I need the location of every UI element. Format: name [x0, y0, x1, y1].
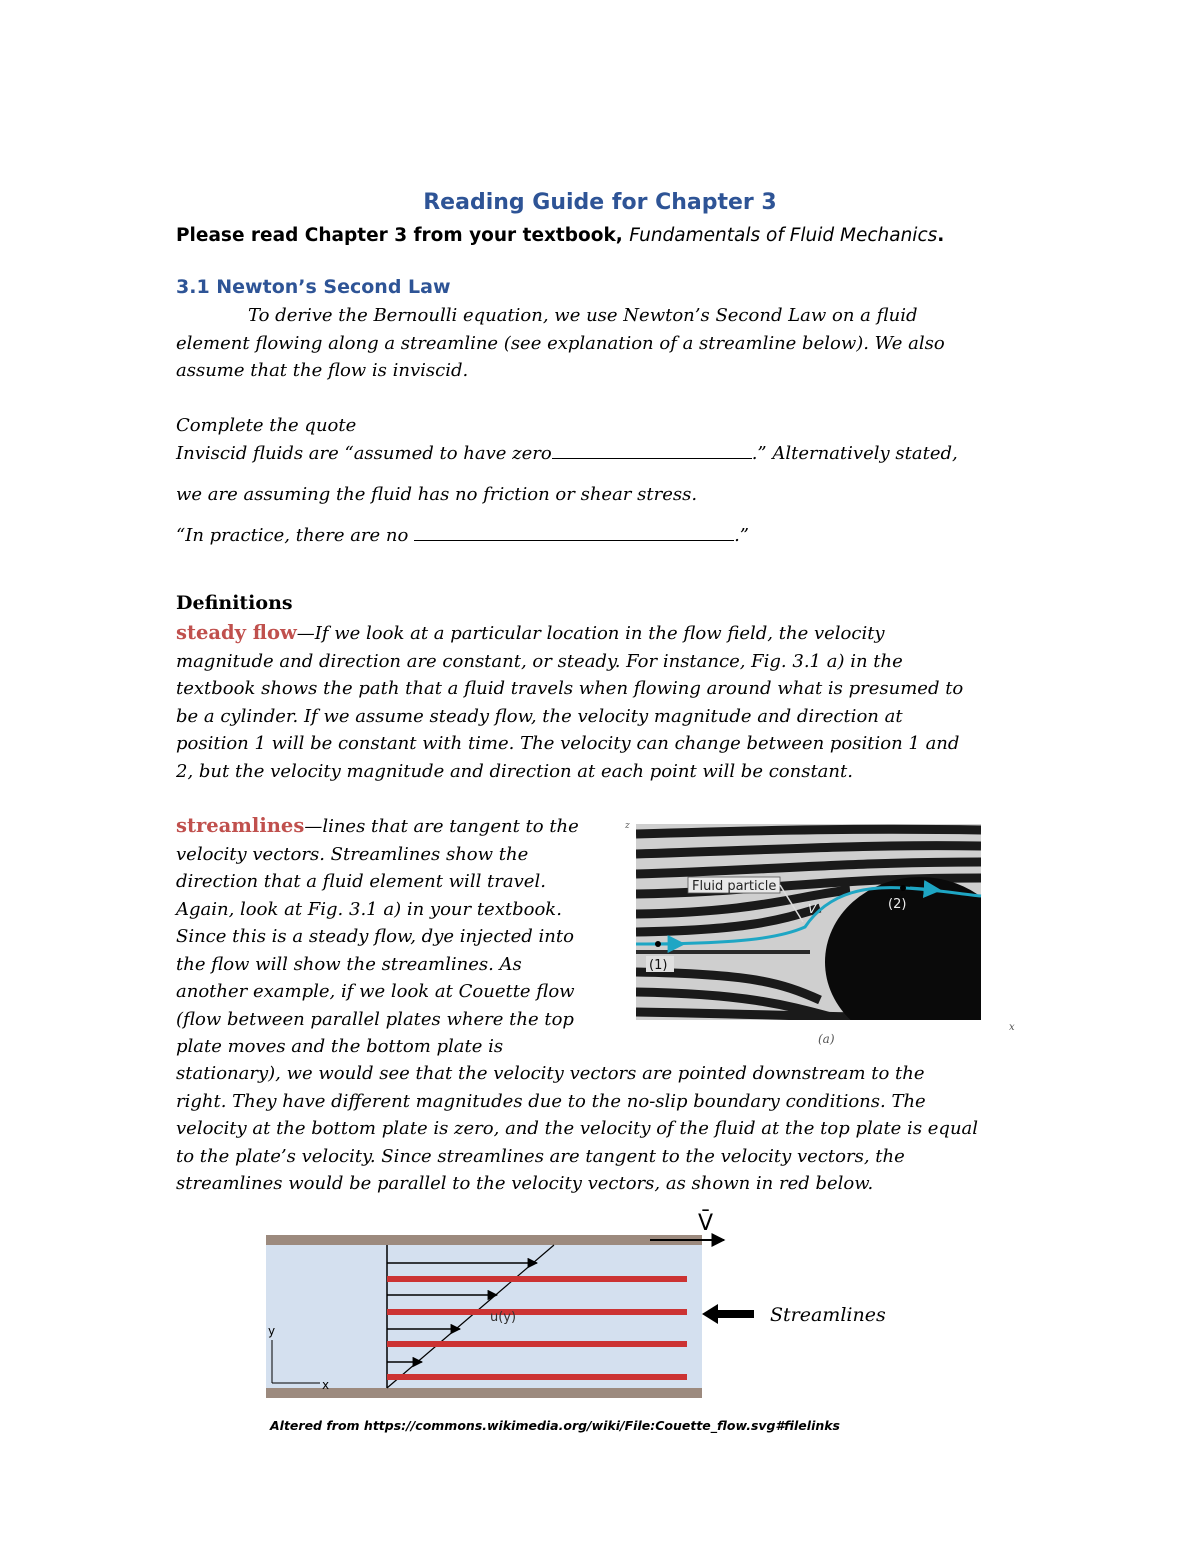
section-heading: 3.1 Newton’s Second Law [176, 276, 451, 298]
answer-blank-2[interactable] [414, 524, 734, 541]
figure-source-caption: Altered from https://commons.wikimedia.org/wiki/File:Couette_flow.svg#filelinks [270, 1418, 841, 1433]
definition-line: plate moves and the bottom plate is [176, 1036, 504, 1057]
term-steady-flow: steady flow [176, 621, 297, 644]
quote-text: .” [734, 525, 749, 546]
quote-line-3 [176, 522, 1026, 550]
book-title: Fundamentals of Fluid Mechanics [629, 225, 938, 246]
definition-line: 2, but the velocity magnitude and direction at each point will be constant. [176, 760, 853, 782]
definition-line: another example, if we look at Couette flow [176, 981, 575, 1002]
label-velocity: V [808, 902, 817, 916]
paragraph-line: To derive the Bernoulli equation, we use Newton’s Second Law on a fluid [248, 305, 918, 326]
figure-label-a: (a) [818, 1032, 835, 1046]
quote-line-1 [176, 440, 1026, 468]
definition-line: —If we look at a particular location in the flow field, the velocity [296, 623, 885, 644]
intro-line [176, 225, 944, 246]
label-streamlines: Streamlines [770, 1304, 886, 1326]
quote-text: .” Alternatively stated, [751, 443, 958, 464]
top-plate [266, 1235, 702, 1245]
streamlines-definition-cont [176, 1060, 1026, 1198]
definition-line: Since this is a steady flow, dye injected into [176, 926, 574, 947]
streamlines-definition [176, 812, 616, 1061]
axis-z-label: z [625, 821, 630, 831]
figure-flow-around-cylinder [620, 812, 1020, 1052]
figure-couette-flow [262, 1205, 902, 1405]
axis-x-label: x [322, 1378, 330, 1392]
label-point-1: (1) [649, 958, 668, 973]
paragraph-line: assume that the flow is inviscid. [176, 360, 469, 381]
paragraph-bernoulli [176, 302, 1026, 385]
quote-text: “In practice, there are no [176, 525, 415, 546]
axis-x-label: x [1009, 1022, 1015, 1033]
intro-end: . [937, 225, 945, 246]
bottom-plate [266, 1388, 702, 1398]
cylinder [825, 877, 1015, 1047]
paragraph-line: element flowing along a streamline (see explanation of a streamline below). We also [176, 332, 945, 354]
steady-flow-definition [176, 619, 1026, 785]
definition-line: velocity at the bottom plate is zero, and the velocity of the fluid at the top plate is equal [176, 1118, 979, 1139]
definition-line: the flow will show the streamlines. As [176, 953, 522, 975]
definition-line: (flow between parallel plates where the top [176, 1008, 574, 1030]
definition-line: position 1 will be constant with time. The velocity can change between position 1 and [176, 733, 960, 754]
axis-y-label: y [268, 1324, 276, 1338]
intro-text: Please read Chapter 3 from your textbook, [176, 225, 630, 246]
label-fluid-particle: Fluid particle [692, 879, 777, 894]
term-streamlines: streamlines [176, 814, 305, 837]
quote-text: Inviscid fluids are “assumed to have zero [176, 443, 552, 464]
label-u-of-y: u(y) [490, 1310, 517, 1325]
definition-line: direction that a fluid element will travel. [176, 871, 546, 892]
definition-line: —lines that are tangent to the [304, 816, 579, 837]
answer-blank-1[interactable] [552, 442, 752, 459]
definition-line: to the plate’s velocity. Since streamlines are tangent to the velocity vectors, the [176, 1145, 905, 1167]
quote-line-2: we are assuming the fluid has no friction or shear stress. [176, 484, 698, 505]
point-2 [900, 885, 906, 891]
definition-line: streamlines would be parallel to the velocity vectors, as shown in red below. [176, 1173, 874, 1194]
streamlines-pointer-arrow [702, 1304, 754, 1324]
label-plate-velocity: V̄ [698, 1211, 714, 1236]
fluid-region [266, 1245, 702, 1390]
definition-line: magnitude and direction are constant, or steady. For instance, Fig. 3.1 a) in the [176, 650, 903, 672]
definition-line: right. They have different magnitudes due to the no-slip boundary conditions. The [176, 1090, 926, 1112]
definition-line: Again, look at Fig. 3.1 a) in your textbook. [176, 898, 562, 920]
definition-line: be a cylinder. If we assume steady flow, the velocity magnitude and direction at [176, 705, 903, 727]
definition-line: textbook shows the path that a fluid travels when flowing around what is presumed to [176, 678, 964, 699]
page-title: Reading Guide for Chapter 3 [423, 190, 777, 215]
label-point-2: (2) [888, 897, 907, 912]
point-1 [655, 941, 661, 947]
definition-line: velocity vectors. Streamlines show the [176, 843, 529, 865]
quote-prompt: Complete the quote [176, 415, 357, 436]
definition-line: stationary), we would see that the velocity vectors are pointed downstream to the [176, 1063, 925, 1084]
definitions-heading: Definitions [176, 592, 293, 614]
